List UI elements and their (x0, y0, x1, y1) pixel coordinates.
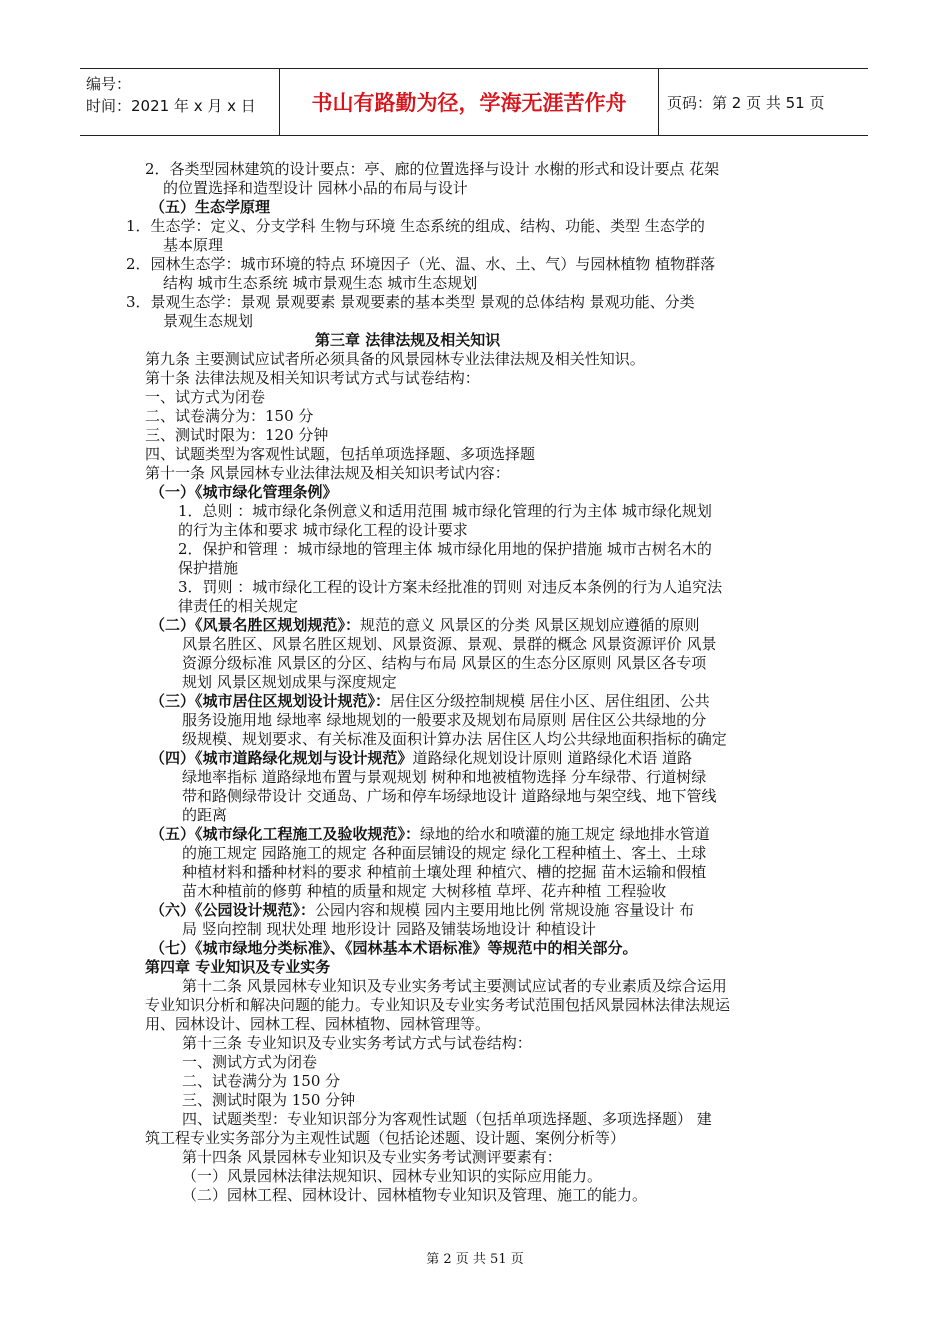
text-line: 四、试题类型为客观性试题，包括单项选择题、多项选择题 (145, 445, 536, 463)
text-line: 的施工规定 园路施工的规定 各种面层铺设的规定 绿化工程种植土、客土、土球 (182, 844, 707, 862)
text-line: 2．园林生态学：城市环境的特点 环境因子（光、温、水、土、气）与园林植物 植物群落 (126, 255, 716, 273)
text-line: 第十三条 专业知识及专业实务考试方式与试卷结构： (182, 1034, 532, 1052)
text-line: 1．总则 ：城市绿化条例意义和适用范围 城市绿化管理的行为主体 城市绿化规划 (178, 502, 712, 520)
text-line: 的行为主体和要求 城市绿化工程的设计要求 (178, 521, 468, 539)
text-line: 公园内容和规模 园内主要用地比例 常规设施 容量设计 布 (315, 901, 695, 919)
text-line: 1．生态学：定义、分支学科 生物与环境 生态系统的组成、结构、功能、类型 生态学的 (126, 217, 705, 235)
section-heading: （六）《公园设计规范》： (150, 901, 316, 919)
section-heading: （七）《城市绿地分类标准》、《园林基本术语标准》等规范中的相关部分。 (150, 939, 638, 957)
text-line: 局 竖向控制 现状处理 地形设计 园路及铺装场地设计 种植设计 (182, 920, 596, 938)
text-line: 风景名胜区、风景名胜区规划、风景资源、景观、景群的概念 风景资源评价 风景 (182, 635, 717, 653)
text-line: （二）园林工程、园林设计、园林植物专业知识及管理、施工的能力。 (182, 1186, 648, 1204)
text-line: 种植材料和播种材料的要求 种植前土壤处理 种植穴、槽的挖掘 苗木运输和假植 (182, 863, 707, 881)
text-line: 3．罚则 ：城市绿化工程的设计方案未经批准的罚则 对违反本条例的行为人追究法 (178, 578, 723, 596)
text-line: 服务设施用地 绿地率 绿地规划的一般要求及规划布局原则 居住区公共绿地的分 (182, 711, 707, 729)
text-line: 结构 城市生态系统 城市景观生态 城市生态规划 (163, 274, 478, 292)
text-line: 资源分级标准 风景区的分区、结构与布局 风景区的生态分区原则 风景区各专项 (182, 654, 707, 672)
text-line: 2．各类型园林建筑的设计要点：亭、廊的位置选择与设计 水榭的形式和设计要点 花架 (145, 160, 720, 178)
text-line: 保护措施 (178, 559, 239, 577)
text-line: （一）风景园林法律法规知识、园林专业知识的实际应用能力。 (182, 1167, 603, 1185)
text-line: 一、试方式为闭卷 (145, 388, 266, 406)
text-line: 第十四条 风景园林专业知识及专业实务考试测评要素有： (182, 1148, 562, 1166)
text-line: 二、试卷满分为：150 分 (145, 407, 314, 425)
code-label: 编号： (86, 75, 132, 93)
motto: 书山有路勤为径，学海无涯苦作舟 (280, 69, 659, 135)
chapter-heading: 第四章 专业知识及专业实务 (145, 958, 331, 976)
text-line: 律责任的相关规定 (178, 597, 299, 615)
text-line: 苗木种植前的修剪 种植的质量和规定 大树移植 草坪、花卉种植 工程验收 (182, 882, 667, 900)
page-info: 页码：第 2 页 共 51 页 (667, 93, 825, 112)
page-footer: 第 2 页 共 51 页 (426, 1252, 524, 1267)
text-line: 四、试题类型：专业知识部分为客观性试题（包括单项选择题、多项选择题） 建 (182, 1110, 712, 1128)
time-label: 时间：2021 年 x 月 x 日 (86, 97, 256, 115)
section-heading: （五）《城市绿化工程施工及验收规范》： (150, 825, 421, 843)
text-line: 规划 风景区规划成果与深度规定 (182, 673, 397, 691)
text-line: 绿地的给水和喷灌的施工规定 绿地排水管道 (420, 825, 710, 843)
section-heading: （四）《城市道路绿化规划与设计规范》 (150, 749, 413, 767)
text-line: 用、园林设计、园林工程、园林植物、园林管理等。 (145, 1015, 491, 1033)
header-meta (80, 69, 280, 135)
text-line: 的位置选择和造型设计 园林小品的布局与设计 (163, 179, 468, 197)
text-line: 道路绿化规划设计原则 道路绿化术语 道路 (412, 749, 693, 767)
text-line: 第十条 法律法规及相关知识考试方式与试卷结构： (145, 369, 480, 387)
section-heading: （五）生态学原理 (150, 198, 271, 216)
text-line: 三、测试时限为 150 分钟 (182, 1091, 356, 1109)
text-line: 绿地率指标 道路绿地布置与景观规划 树种和地被植物选择 分车绿带、行道树绿 (182, 768, 707, 786)
section-heading: （三）《城市居住区规划设计规范》： (150, 692, 391, 710)
text-line: 第九条 主要测试应试者所必须具备的风景园林专业法律法规及相关性知识。 (145, 350, 645, 368)
text-line: 景观生态规划 (163, 312, 254, 330)
text-line: 的距离 (182, 806, 228, 824)
text-line: 二、试卷满分为 150 分 (182, 1072, 341, 1090)
text-line: 三、测试时限为：120 分钟 (145, 426, 329, 444)
section-heading: （一）《城市绿化管理条例》 (150, 483, 338, 501)
text-line: 第十二条 风景园林专业知识及专业实务考试主要测试应试者的专业素质及综合运用 (182, 977, 727, 995)
text-line: 级规模、规划要求、有关标准及面积计算办法 居住区人均公共绿地面积指标的确定 (182, 730, 727, 748)
text-line: 一、测试方式为闭卷 (182, 1053, 318, 1071)
text-line: 3．景观生态学：景观 景观要素 景观要素的基本类型 景观的总体结构 景观功能、分类 (126, 293, 695, 311)
text-line: 带和路侧绿带设计 交通岛、广场和停车场绿地设计 道路绿地与架空线、地下管线 (182, 787, 717, 805)
text-line: 第十一条 风景园林专业法律法规及相关知识考试内容： (145, 464, 510, 482)
text-line: 专业知识分析和解决问题的能力。专业知识及专业实务考试范围包括风景园林法律法规运 (145, 996, 731, 1014)
chapter-heading: 第三章 法律法规及相关知识 (315, 331, 501, 349)
text-line: 基本原理 (163, 236, 224, 254)
text-line: 规范的意义 风景区的分类 风景区规划应遵循的原则 (360, 616, 700, 634)
text-line: 2．保护和管理 ：城市绿地的管理主体 城市绿化用地的保护措施 城市古树名木的 (178, 540, 712, 558)
text-line: 居住区分级控制规模 居住小区、居住组团、公共 (390, 692, 710, 710)
text-line: 筑工程专业实务部分为主观性试题（包括论述题、设计题、案例分析等） (145, 1129, 626, 1147)
section-heading: （二）《风景名胜区规划规范》： (150, 616, 361, 634)
page-header (80, 68, 868, 136)
